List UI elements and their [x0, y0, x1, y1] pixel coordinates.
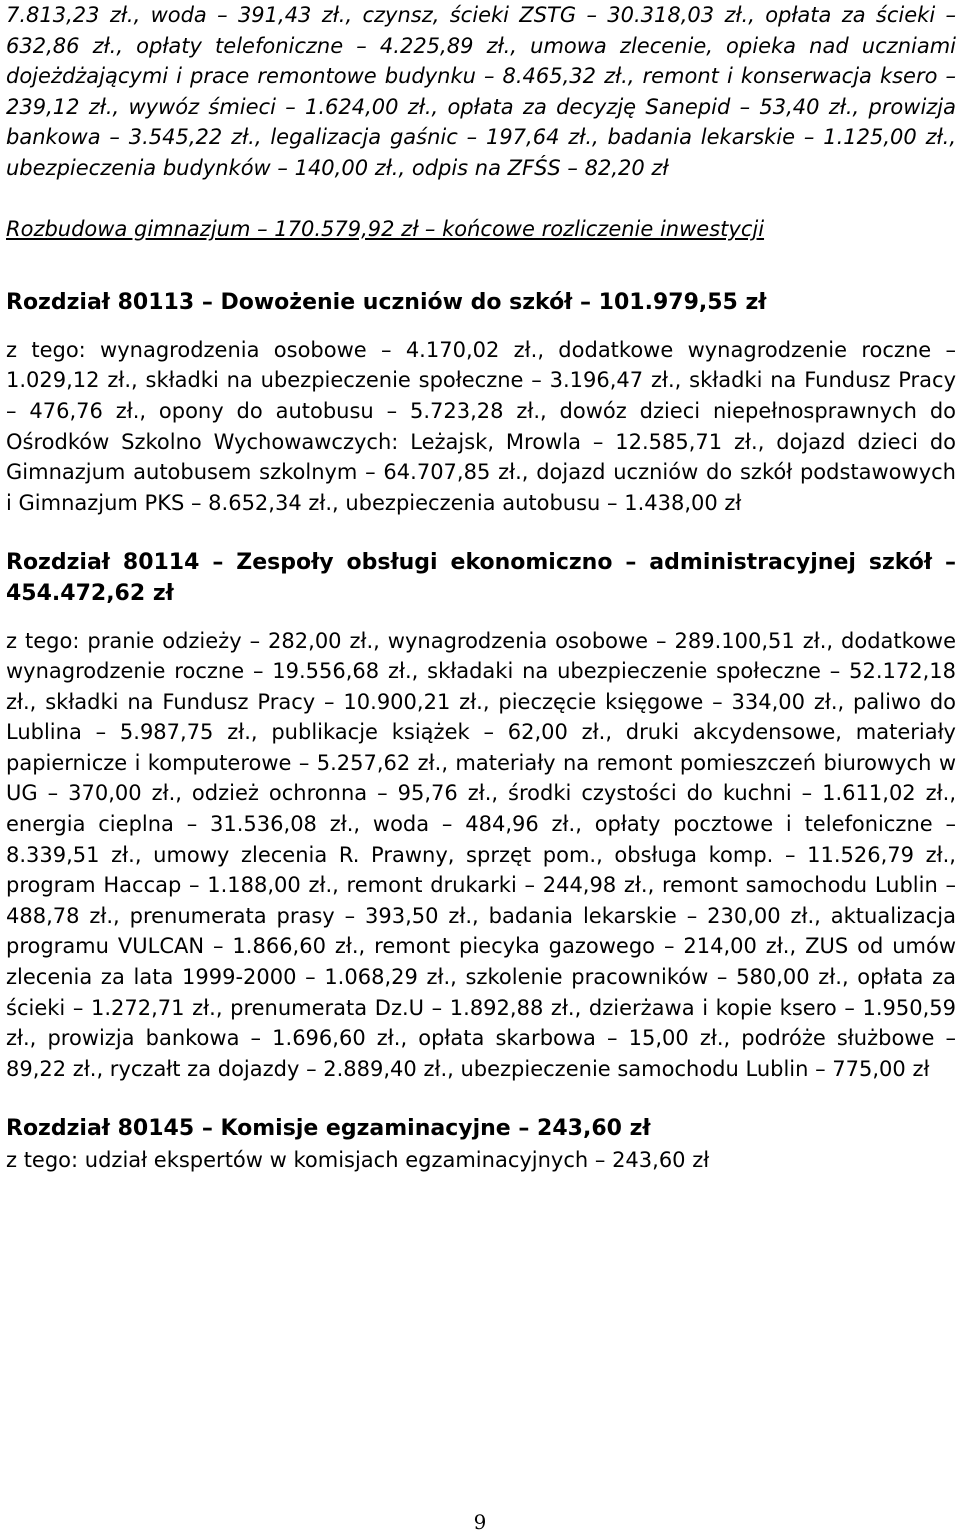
section-heading-80145: Rozdział 80145 – Komisje egzaminacyjne – 243,60 zł: [6, 1116, 651, 1142]
page-number: 9: [473, 1510, 487, 1534]
section-body-80114: z tego: pranie odzieży – 282,00 zł., wynagrodzenia osobowe – 289.100,51 zł., dodatkowe wynagrodzenie roczne – 19.556,68 zł., składaki na ubezpieczenie społeczne – 52.172,18 zł., składki na Fundusz Pracy – 10.900,21 zł., pieczęcie księgowe – 334,00 zł., paliwo do Lublina – 5.987,75 zł., publikacje książek – 62,00 zł., druki akcydensowe, materiały papiernicze i komputerowe – 5.257,62 zł., materiały na remont pomieszczeń biurowych w UG – 370,00 zł., odzież ochronna – 95,76 zł., środki czystości do kuchni – 1.611,02 zł., energia cieplna – 31.536,08 zł., woda – 484,96 zł., opłaty pocztowe i telefoniczne – 8.339,51 zł., umowy zlecenia R. Prawny, sprzęt pom., obsługa komp. – 11.526,79 zł., program Haccap – 1.188,00 zł., remont drukarki – 244,98 zł., remont samochodu Lublin – 488,78 zł., prenumerata prasy – 393,50 zł., badania lekarskie – 230,00 zł., aktualizacja programu VULCAN – 1.866,60 zł., remont piecyka gazowego – 214,00 zł., ZUS od umów zlecenia za lata 1999-2000 – 1.068,29 zł., szkolenie pracowników – 580,00 zł., opłata za ścieki – 1.272,71 zł., prenumerata Dz.U – 1.892,88 zł., dzierżawa i kopie ksero – 1.950,59 zł., prowizja bankowa – 1.696,60 zł., opłata skarbowa – 15,00 zł., podróże służbowe – 89,22 zł., ryczałt za dojazdy – 2.889,40 zł., ubezpieczenie samochodu Lublin – 775,00 zł: [6, 628, 956, 1081]
section-heading-80113: Rozdział 80113 – Dowożenie uczniów do szkół – 101.979,55 zł: [6, 290, 767, 316]
section-body-80113: z tego: wynagrodzenia osobowe – 4.170,02 zł., dodatkowe wynagrodzenie roczne – 1.029,12 zł., składki na ubezpieczenie społeczne – 3.196,47 zł., składki na Fundusz Pracy – 476,76 zł., opony do autobusu – 5.723,28 zł., dowóz dzieci niepełnosprawnych do Ośrodków Szkolno Wychowawczych: Leżajsk, Mrowla – 12.585,71 zł., dojazd dzieci do Gimnazjum autobusem szkolnym – 64.707,85 zł., dojazd uczniów do szkół podstawowych i Gimnazjum PKS – 8.652,34 zł., ubezpieczenia autobusu – 1.438,00 zł: [6, 337, 956, 515]
section-body-80145: z tego: udział ekspertów w komisjach egzaminacyjnych – 243,60 zł: [6, 1148, 710, 1172]
document-page: [6, 0, 956, 1176]
rozbudowa-line: Rozbudowa gimnazjum – 170.579,92 zł – końcowe rozliczenie inwestycji: [6, 216, 765, 241]
intro-paragraph: 7.813,23 zł., woda – 391,43 zł., czynsz, ścieki ZSTG – 30.318,03 zł., opłata za ścieki – 632,86 zł., opłaty telefoniczne – 4.225,89 zł., umowa zlecenie, opieka nad uczniami dojeżdżającymi i prace remontowe budynku – 8.465,32 zł., remont i konserwacja ksero – 239,12 zł., wywóz śmieci – 1.624,00 zł., opłata za decyzję Sanepid – 53,40 zł., prowizja bankowa – 3.545,22 zł., legalizacja gaśnic – 197,64 zł., badania lekarskie – 1.125,00 zł., ubezpieczenia budynków – 140,00 zł., odpis na ZFŚS – 82,20 zł: [6, 3, 956, 180]
section-heading-80114: Rozdział 80114 – Zespoły obsługi ekonomiczno – administracyjnej szkół – 454.472,62 zł: [6, 550, 956, 606]
